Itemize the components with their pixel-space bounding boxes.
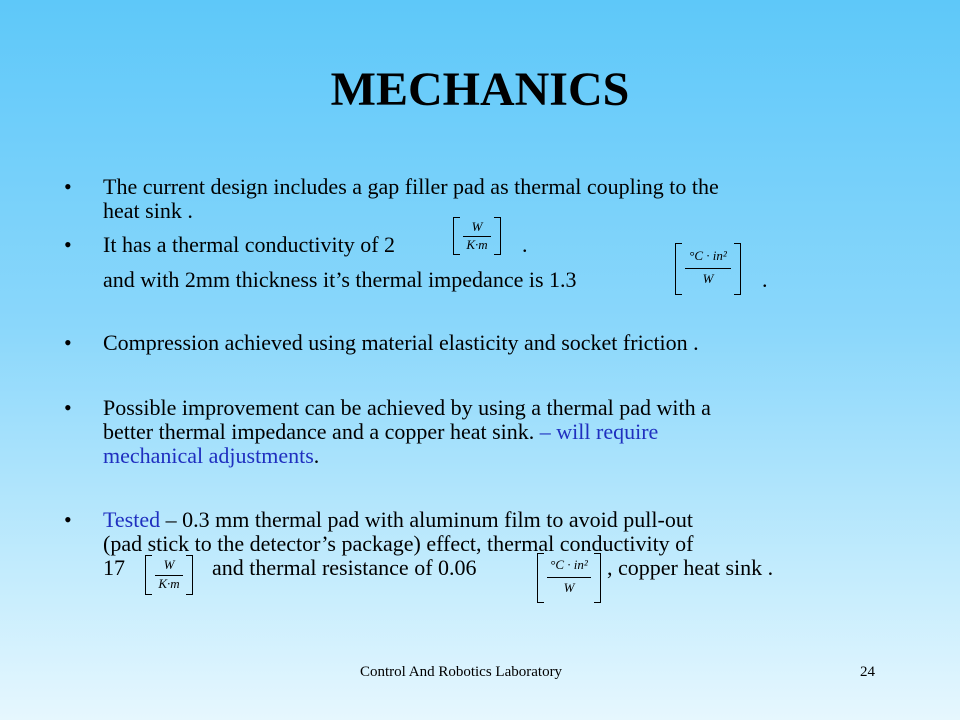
bullet-5-line-3-value: 17 [103, 555, 125, 580]
bullet-2-line-2-period: . [762, 267, 768, 292]
bullet-2-line-1-text: It has a thermal conductivity of 2 [103, 232, 396, 257]
slide-number: 24 [860, 664, 875, 680]
fraction-denominator: W [702, 271, 714, 286]
bullet-3-line-1: Compression achieved using material elasticity and socket friction . [103, 330, 699, 355]
bullet-1-line-2: heat sink . [103, 198, 193, 223]
conductivity-unit-fraction-2 [145, 555, 193, 595]
bullet-marker: • [64, 507, 72, 532]
bullet-2-line-1-period: . [522, 232, 528, 257]
slide-title: MECHANICS [330, 63, 630, 116]
impedance-unit-fraction [675, 243, 741, 295]
bullet-5-line-1-text: – 0.3 mm thermal pad with aluminum film to avoid pull-out [160, 507, 693, 532]
fraction-denominator: K·m [466, 237, 488, 252]
bullet-4-line-3-note: mechanical adjustments [103, 443, 314, 468]
bullet-marker: • [64, 174, 72, 199]
bullet-1-line-1: The current design includes a gap filler pad as thermal coupling to the [103, 174, 719, 199]
bullet-marker: • [64, 395, 72, 420]
fraction-numerator: W [163, 557, 175, 572]
bullet-4-line-3 [103, 444, 319, 468]
tested-label: Tested [103, 507, 161, 532]
fraction-numerator: °C · in² [550, 557, 588, 572]
bullet-4-line-2-note: – will require [539, 419, 659, 444]
bullet-2-line-2-text: and with 2mm thickness it’s thermal impedance is 1.3 [103, 267, 577, 292]
bullet-4-line-3-period: . [313, 443, 320, 468]
bullet-5-line-3-end: , copper heat sink . [607, 555, 774, 580]
footer-lab-name: Control And Robotics Laboratory [360, 664, 563, 680]
bullet-5-line-3-text: and thermal resistance of 0.06 [212, 555, 477, 580]
bullet-4-line-2 [103, 420, 658, 444]
fraction-numerator: W [471, 219, 483, 234]
fraction-numerator: °C · in² [689, 248, 727, 263]
bullet-4-line-1: Possible improvement can be achieved by using a thermal pad with a [103, 395, 711, 420]
resistance-unit-fraction [537, 553, 601, 603]
bullet-marker: • [64, 330, 72, 355]
bullet-marker: • [64, 232, 72, 257]
conductivity-unit-fraction [453, 217, 501, 255]
bullet-5-line-2: (pad stick to the detector’s package) effect, thermal conductivity of [103, 531, 694, 556]
fraction-denominator: W [563, 580, 575, 595]
bullet-5-line-1 [103, 508, 693, 532]
fraction-denominator: K·m [158, 576, 180, 591]
bullet-4-line-2-text: better thermal impedance and a copper heat sink. [103, 419, 540, 444]
